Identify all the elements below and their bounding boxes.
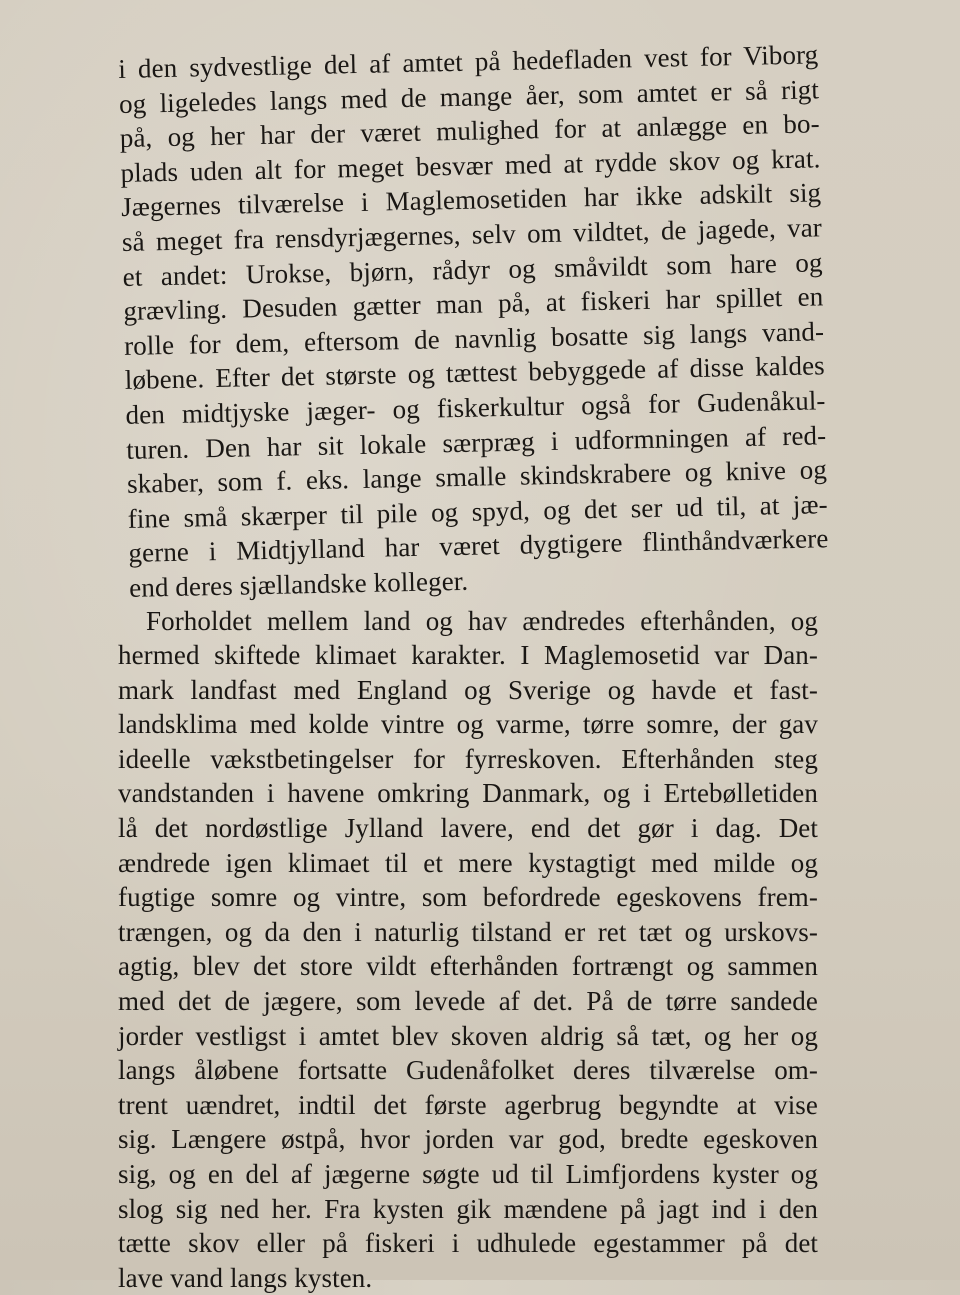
text-line: et andet: Urokse, bjørn, rådyr og småvildt som hare og <box>122 245 823 294</box>
text-line: sig. Længere østpå, hvor jorden var god, bredte egeskoven <box>118 1122 818 1157</box>
text-line: hermed skiftede klimaet karakter. I Maglemosetid var Dan- <box>118 638 818 673</box>
text-line: så meget fra rensdyrjægernes, selv om vildtet, de jagede, var <box>122 210 823 259</box>
text-line: langs åløbene fortsatte Gudenåfolket deres tilværelse om- <box>118 1053 818 1088</box>
text-line: grævling. Desuden gætter man på, at fiskeri har spillet en <box>123 279 824 328</box>
text-line: tætte skov eller på fiskeri i udhulede egestammer på det <box>118 1226 818 1261</box>
text-line: Forholdet mellem land og hav ændredes efterhånden, og <box>118 604 818 639</box>
text-line: slog sig ned her. Fra kysten gik mændene på jagt ind i den <box>118 1192 818 1227</box>
text-line: ideelle vækstbetingelser for fyrreskoven. Efterhånden steg <box>118 742 818 777</box>
text-line: fine små skærper til pile og spyd, og det ser ud til, at jæ- <box>127 487 828 536</box>
text-line: trængen, og da den i naturlig tilstand er ret tæt og urskovs- <box>118 915 818 950</box>
text-line: Jægernes tilværelse i Maglemosetiden har ikke adskilt sig <box>121 176 822 225</box>
paragraph-2 <box>118 604 818 1295</box>
text-line: gerne i Midtjylland har været dygtigere flinthåndværkere <box>128 522 829 571</box>
text-line: og ligeledes langs med de mange åer, som amtet er så rigt <box>119 72 820 121</box>
text-line: løbene. Efter det største og tættest bebyggede af disse kaldes <box>125 349 826 398</box>
text-line: lave vand langs kysten. <box>118 1261 818 1295</box>
text-line: skaber, som f. eks. lange smalle skindskrabere og knive og <box>127 452 828 501</box>
text-line: trent uændret, indtil det første agerbrug begyndte at vise <box>118 1088 818 1123</box>
paragraph-1 <box>118 37 829 605</box>
text-line: mark landfast med England og Sverige og havde et fast- <box>118 673 818 708</box>
text-line: i den sydvestlige del af amtet på hedefladen vest for Viborg <box>118 37 819 86</box>
text-line: vandstanden i havene omkring Danmark, og i Ertebølletiden <box>118 776 818 811</box>
text-line: rolle for dem, eftersom de navnlig bosatte sig langs vand- <box>124 314 825 363</box>
text-line: på, og her har der været mulighed for at anlægge en bo- <box>119 107 820 156</box>
text-line: plads uden alt for meget besvær med at rydde skov og krat. <box>120 141 821 190</box>
text-line: jorder vestligst i amtet blev skoven aldrig så tæt, og her og <box>118 1019 818 1054</box>
text-line: landsklima med kolde vintre og varme, tørre somre, der gav <box>118 707 818 742</box>
text-line: fugtige somre og vintre, som befordrede egeskovens frem- <box>118 880 818 915</box>
text-line: end deres sjællandske kolleger. <box>129 556 830 605</box>
text-line: med det de jægere, som levede af det. På de tørre sandede <box>118 984 818 1019</box>
body-text <box>118 52 818 1295</box>
text-line: ændrede igen klimaet til et mere kystagtigt med milde og <box>118 846 818 881</box>
text-line: agtig, blev det store vildt efterhånden fortrængt og sammen <box>118 949 818 984</box>
text-line: lå det nordøstlige Jylland lavere, end det gør i dag. Det <box>118 811 818 846</box>
text-line: den midtjyske jæger- og fiskerkultur også for Gudenåkul- <box>125 383 826 432</box>
text-line: turen. Den har sit lokale særpræg i udformningen af red- <box>126 418 827 467</box>
text-line: sig, og en del af jægerne søgte ud til Limfjordens kyster og <box>118 1157 818 1192</box>
